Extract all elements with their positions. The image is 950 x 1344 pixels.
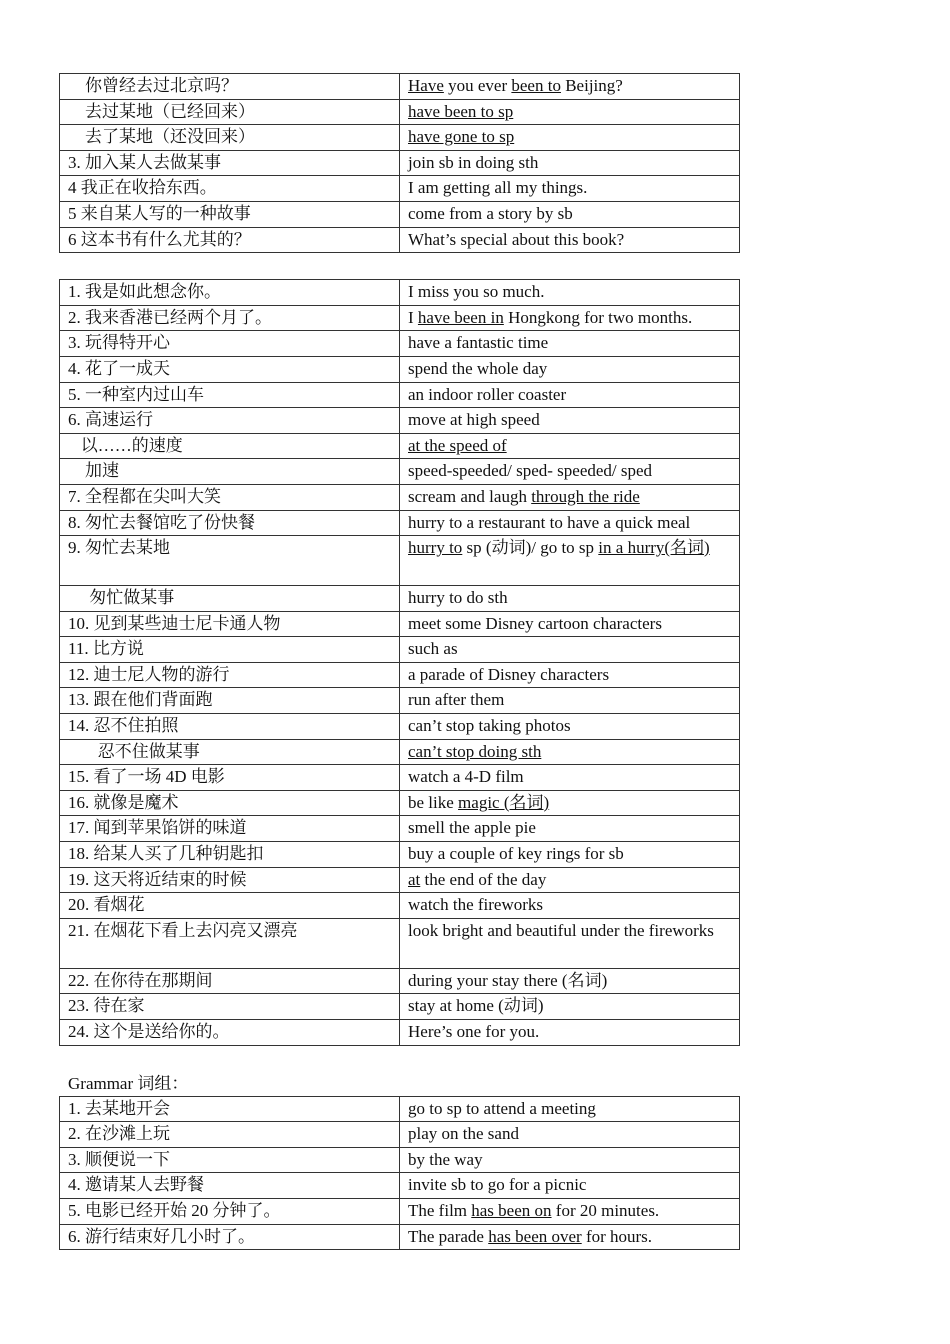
table-row xyxy=(60,510,740,536)
phrase-text: What’s special about this book? xyxy=(408,229,625,249)
chinese-phrase-cell: 以……的速度 xyxy=(60,433,400,459)
phrase-text: invite sb to go for a picnic xyxy=(408,1175,587,1195)
phrase-text: come from a story by sb xyxy=(408,203,573,223)
english-phrase-cell xyxy=(400,842,740,868)
table-gap xyxy=(59,1046,740,1072)
chinese-phrase-cell: 1. 我是如此想念你。 xyxy=(60,280,400,306)
phrase-text: buy a couple of key rings for sb xyxy=(408,844,624,864)
phrase-text: for hours. xyxy=(581,1226,653,1246)
chinese-phrase-cell: 5 来自某人写的一种故事 xyxy=(60,201,400,227)
english-phrase-cell xyxy=(400,1147,740,1173)
chinese-phrase-cell: 3. 玩得特开心 xyxy=(60,331,400,357)
chinese-phrase-cell: 1. 去某地开会 xyxy=(60,1096,400,1122)
underlined-phrase: has been on xyxy=(471,1200,552,1220)
phrase-text: an indoor roller coaster xyxy=(408,384,567,404)
chinese-phrase-cell: 24. 这个是送给你的。 xyxy=(60,1020,400,1046)
table-row xyxy=(60,1224,740,1250)
english-phrase-cell xyxy=(400,586,740,612)
english-phrase-cell xyxy=(400,484,740,510)
table-row xyxy=(60,816,740,842)
phrase-text: Hongkong for two months. xyxy=(503,307,693,327)
english-phrase-cell xyxy=(400,893,740,919)
table-row xyxy=(60,201,740,227)
phrase-text: go to sp to attend a meeting xyxy=(408,1098,596,1118)
chinese-phrase-cell: 去过某地（已经回来） xyxy=(60,99,400,125)
english-phrase-cell xyxy=(400,305,740,331)
underlined-phrase: hurry to xyxy=(408,538,463,558)
table-row xyxy=(60,842,740,868)
english-phrase-cell xyxy=(400,790,740,816)
table-row xyxy=(60,536,740,586)
table-row xyxy=(60,1198,740,1224)
chinese-phrase-cell: 4 我正在收拾东西。 xyxy=(60,176,400,202)
underlined-phrase: at xyxy=(408,869,421,889)
english-phrase-cell xyxy=(400,918,740,968)
phrase-text: a parade of Disney characters xyxy=(408,664,610,684)
phrase-text: move at high speed xyxy=(408,410,540,430)
table-row xyxy=(60,280,740,306)
english-phrase-cell xyxy=(400,637,740,663)
table-row xyxy=(60,968,740,994)
phrase-text: The parade xyxy=(408,1226,489,1246)
phrase-text: watch a 4-D film xyxy=(408,767,524,787)
english-phrase-cell xyxy=(400,510,740,536)
table-row xyxy=(60,637,740,663)
chinese-phrase-cell: 3. 顺便说一下 xyxy=(60,1147,400,1173)
underlined-phrase: have been to sp xyxy=(408,101,514,121)
english-phrase-cell xyxy=(400,816,740,842)
table-row xyxy=(60,1173,740,1199)
table-row xyxy=(60,714,740,740)
phrase-text: the end of the day xyxy=(420,869,547,889)
table-row xyxy=(60,150,740,176)
underlined-phrase: can’t stop doing sth xyxy=(408,741,542,761)
table-row xyxy=(60,331,740,357)
chinese-phrase-cell: 2. 在沙滩上玩 xyxy=(60,1122,400,1148)
underlined-phrase: been to xyxy=(511,76,561,95)
english-phrase-cell xyxy=(400,125,740,151)
english-phrase-cell xyxy=(400,331,740,357)
chinese-phrase-cell: 2. 我来香港已经两个月了。 xyxy=(60,305,400,331)
english-phrase-cell xyxy=(400,739,740,765)
english-phrase-cell xyxy=(400,714,740,740)
english-phrase-cell xyxy=(400,1020,740,1046)
phrase-text: can’t stop taking photos xyxy=(408,716,571,736)
english-phrase-cell xyxy=(400,176,740,202)
chinese-phrase-cell: 15. 看了一场 4D 电影 xyxy=(60,765,400,791)
table-row xyxy=(60,125,740,151)
english-phrase-cell xyxy=(400,433,740,459)
chinese-phrase-cell: 22. 在你待在那期间 xyxy=(60,968,400,994)
table-row xyxy=(60,99,740,125)
phrase-text: I am getting all my things. xyxy=(408,178,588,198)
phrase-text: Beijing? xyxy=(560,76,623,95)
english-phrase-cell xyxy=(400,1173,740,1199)
english-phrase-cell xyxy=(400,867,740,893)
chinese-phrase-cell: 4. 花了一成天 xyxy=(60,356,400,382)
phrase-text: play on the sand xyxy=(408,1124,519,1144)
table-row xyxy=(60,688,740,714)
phrase-text: by the way xyxy=(408,1149,483,1169)
chinese-phrase-cell: 8. 匆忙去餐馆吃了份快餐 xyxy=(60,510,400,536)
table-row xyxy=(60,74,740,100)
phrase-text: hurry to a restaurant to have a quick meal xyxy=(408,512,691,532)
chinese-phrase-cell: 21. 在烟花下看上去闪亮又漂亮 xyxy=(60,918,400,968)
chinese-phrase-cell: 20. 看烟花 xyxy=(60,893,400,919)
chinese-phrase-cell: 6. 高速运行 xyxy=(60,408,400,434)
table-row xyxy=(60,459,740,485)
phrase-text: have a fantastic time xyxy=(408,333,549,353)
english-phrase-cell xyxy=(400,994,740,1020)
chinese-phrase-cell: 17. 闻到苹果馅饼的味道 xyxy=(60,816,400,842)
english-phrase-cell xyxy=(400,408,740,434)
chinese-phrase-cell: 10. 见到某些迪士尼卡通人物 xyxy=(60,611,400,637)
table-row xyxy=(60,790,740,816)
table-row xyxy=(60,356,740,382)
english-phrase-cell xyxy=(400,662,740,688)
phrase-text: hurry to do sth xyxy=(408,588,508,608)
underlined-phrase: has been over xyxy=(488,1226,582,1246)
phrase-text: watch the fireworks xyxy=(408,895,544,915)
phrase-text: Here’s one for you. xyxy=(408,1022,540,1041)
chinese-phrase-cell: 18. 给某人买了几种钥匙扣 xyxy=(60,842,400,868)
phrase-text: such as xyxy=(408,639,458,659)
english-phrase-cell xyxy=(400,382,740,408)
phrase-text: during your stay there (名词) xyxy=(408,970,608,990)
table-row xyxy=(60,1020,740,1046)
underlined-phrase: Have xyxy=(408,76,444,95)
chinese-phrase-cell: 23. 待在家 xyxy=(60,994,400,1020)
phrase-table xyxy=(59,73,740,253)
chinese-phrase-cell: 5. 一种室内过山车 xyxy=(60,382,400,408)
table-row xyxy=(60,1147,740,1173)
phrase-text: join sb in doing sth xyxy=(408,152,539,172)
table-row xyxy=(60,867,740,893)
chinese-phrase-cell: 7. 全程都在尖叫大笑 xyxy=(60,484,400,510)
chinese-phrase-cell: 你曾经去过北京吗？ xyxy=(60,74,400,100)
underlined-phrase: have gone to sp xyxy=(408,127,515,147)
chinese-phrase-cell: 9. 匆忙去某地 xyxy=(60,536,400,586)
table-row xyxy=(60,611,740,637)
english-phrase-cell xyxy=(400,536,740,586)
chinese-phrase-cell: 5. 电影已经开始 20 分钟了。 xyxy=(60,1198,400,1224)
english-phrase-cell xyxy=(400,280,740,306)
phrase-text: scream and laugh xyxy=(408,486,532,506)
english-phrase-cell xyxy=(400,1122,740,1148)
phrase-text: The film xyxy=(408,1200,472,1220)
document-page xyxy=(59,73,740,1250)
underlined-phrase: in a hurry(名词) xyxy=(598,538,710,558)
english-phrase-cell xyxy=(400,459,740,485)
english-phrase-cell xyxy=(400,688,740,714)
table-gap xyxy=(59,253,740,279)
phrase-text: you ever xyxy=(443,76,512,95)
table-row xyxy=(60,918,740,968)
english-phrase-cell xyxy=(400,74,740,100)
chinese-phrase-cell: 去了某地（还没回来） xyxy=(60,125,400,151)
chinese-phrase-cell: 12. 迪士尼人物的游行 xyxy=(60,662,400,688)
english-phrase-cell xyxy=(400,1096,740,1122)
table-row xyxy=(60,893,740,919)
table-row xyxy=(60,765,740,791)
table-row xyxy=(60,1122,740,1148)
chinese-phrase-cell: 4. 邀请某人去野餐 xyxy=(60,1173,400,1199)
table-row xyxy=(60,305,740,331)
chinese-phrase-cell: 3. 加入某人去做某事 xyxy=(60,150,400,176)
english-phrase-cell xyxy=(400,201,740,227)
english-phrase-cell xyxy=(400,611,740,637)
english-phrase-cell xyxy=(400,99,740,125)
chinese-phrase-cell: 加速 xyxy=(60,459,400,485)
chinese-phrase-cell: 11. 比方说 xyxy=(60,637,400,663)
table-row xyxy=(60,227,740,253)
phrase-text: run after them xyxy=(408,690,505,710)
chinese-phrase-cell: 6 这本书有什么尤其的？ xyxy=(60,227,400,253)
phrase-table xyxy=(59,1096,740,1251)
underlined-phrase: magic (名词) xyxy=(458,792,550,812)
phrase-text: smell the apple pie xyxy=(408,818,536,838)
chinese-phrase-cell: 14. 忍不住拍照 xyxy=(60,714,400,740)
chinese-phrase-cell: 忍不住做某事 xyxy=(60,739,400,765)
underlined-phrase: at the speed of xyxy=(408,435,507,455)
phrase-text: spend the whole day xyxy=(408,358,548,378)
english-phrase-cell xyxy=(400,1198,740,1224)
underlined-phrase: have been in xyxy=(417,307,504,327)
english-phrase-cell xyxy=(400,227,740,253)
table-row xyxy=(60,382,740,408)
chinese-phrase-cell: 16. 就像是魔术 xyxy=(60,790,400,816)
phrase-text: I miss you so much. xyxy=(408,282,545,302)
table-row xyxy=(60,662,740,688)
phrase-text: be like xyxy=(408,792,459,812)
table-row xyxy=(60,739,740,765)
phrase-text: sp (动词)/ go to sp xyxy=(462,538,599,558)
table-row xyxy=(60,1096,740,1122)
table-row xyxy=(60,408,740,434)
table-row xyxy=(60,433,740,459)
english-phrase-cell xyxy=(400,1224,740,1250)
chinese-phrase-cell: 匆忙做某事 xyxy=(60,586,400,612)
table-row xyxy=(60,176,740,202)
english-phrase-cell xyxy=(400,150,740,176)
english-phrase-cell xyxy=(400,356,740,382)
phrase-text: stay at home (动词) xyxy=(408,996,544,1016)
phrase-table xyxy=(59,279,740,1045)
phrase-text: speed-speeded/ sped- speeded/ sped xyxy=(408,461,653,481)
phrase-text: for 20 minutes. xyxy=(551,1200,660,1220)
chinese-phrase-cell: 19. 这天将近结束的时候 xyxy=(60,867,400,893)
english-phrase-cell xyxy=(400,765,740,791)
underlined-phrase: through the ride xyxy=(531,486,640,506)
chinese-phrase-cell: 13. 跟在他们背面跑 xyxy=(60,688,400,714)
english-phrase-cell xyxy=(400,968,740,994)
phrase-text: look bright and beautiful under the fireworks xyxy=(408,920,714,940)
chinese-phrase-cell: 6. 游行结束好几小时了。 xyxy=(60,1224,400,1250)
table-row xyxy=(60,484,740,510)
table-row xyxy=(60,586,740,612)
phrase-text: meet some Disney cartoon characters xyxy=(408,613,662,633)
section-heading: Grammar 词组： xyxy=(68,1073,189,1093)
phrase-text: I xyxy=(408,307,418,327)
table-row xyxy=(60,994,740,1020)
